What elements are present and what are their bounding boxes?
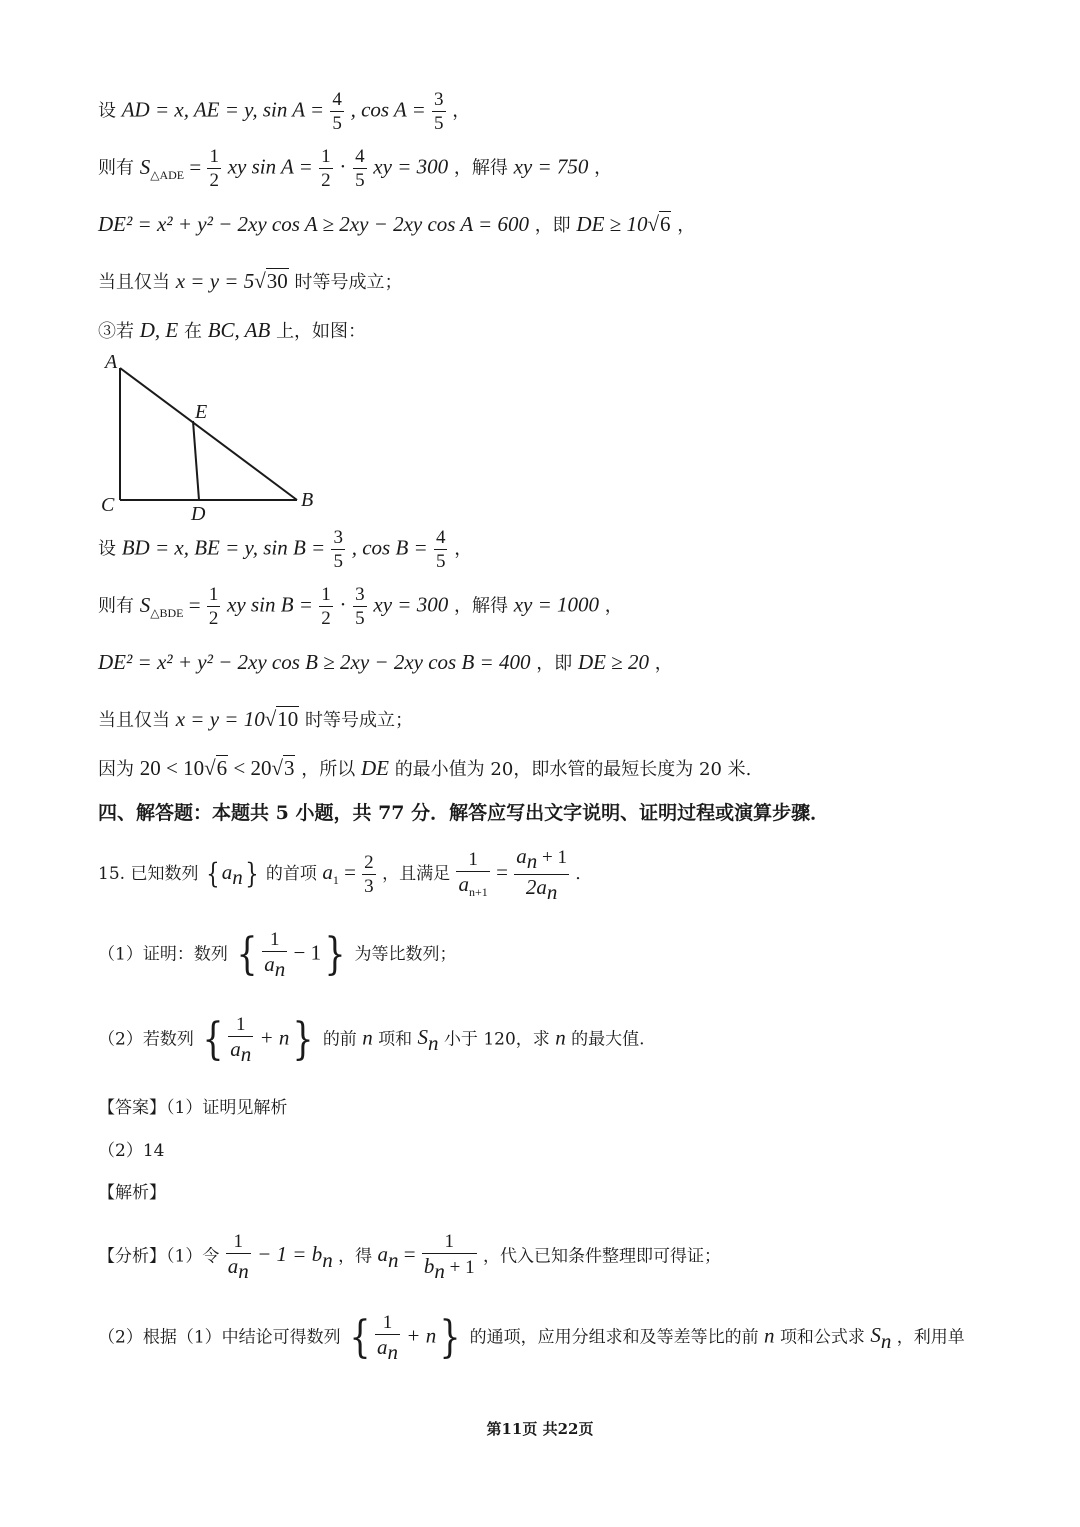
math-expr: AD = x, AE = y, sin A = [121,97,330,122]
radicand: 10 [277,707,299,731]
math [764,1323,775,1347]
math [221,859,243,889]
denominator [375,1335,400,1363]
math [401,1323,436,1347]
text: 为等比数列； [354,944,457,965]
math-expr: 20 < 10 [139,756,205,780]
text: 15. 已知数列 [98,863,199,884]
math: $S_{\triangle ADE}$ = [139,154,207,182]
radicand: 3 [283,756,295,780]
subscript: n+1 [468,885,488,900]
text: 的前 [322,1029,357,1050]
text: ． [575,863,593,884]
numerator: 2 [364,851,374,873]
label-c: C [101,494,115,516]
fraction [331,528,345,571]
fenxi-line [98,1232,721,1282]
line-5 [98,320,366,341]
radicand: 6 [216,756,228,780]
math [578,650,649,674]
math: 20 < 10√6 < 20√3 [139,756,295,780]
text: 则有 [98,595,134,617]
math-expr: a [227,1254,239,1278]
subscript: n [240,1041,252,1066]
math [122,98,330,122]
denominator [456,872,489,898]
denominator: 5 [355,608,365,629]
text: （2）根据（1）中结论可得数列 [98,1327,341,1348]
math [98,212,529,236]
text: 设 [98,538,116,560]
text: ， [454,538,473,560]
math [555,1025,566,1049]
math-expr: xy = 300 [373,592,449,617]
line-1 [98,90,470,133]
math-expr: n [362,1025,373,1050]
fraction [353,585,367,628]
fraction [226,1232,251,1282]
denominator: 5 [435,551,446,572]
math-expr: n [764,1323,775,1348]
right-brace-icon: } [439,1311,461,1363]
subscript: n [274,956,286,981]
text: 的最大值. [571,1029,645,1050]
fraction [319,585,333,628]
text: 时等号成立； [304,710,413,731]
answer-part2: （2）14 [98,1141,165,1161]
math-expr: BC, AB [207,318,271,342]
q15-part1 [98,930,456,980]
text: 在 [183,321,202,342]
subscript: n [526,848,538,873]
math [514,155,589,179]
math-expr: xy sin B = [227,592,319,617]
denominator: 2 [321,170,331,191]
math-expr: , cos B = [351,535,433,560]
numerator: 1 [321,584,331,605]
denominator: 5 [355,170,365,191]
denominator: 5 [434,113,444,134]
math-expr: xy = 300 [373,154,449,179]
numerator: 4 [332,89,342,110]
math [417,1025,439,1055]
numerator [514,846,569,875]
text: 项和 [378,1029,413,1050]
line-2 [98,147,612,190]
numerator: 3 [434,89,444,110]
text: ，即 [534,215,571,236]
math: · [339,592,347,617]
left-brace-icon: { [349,1311,371,1363]
fraction [207,147,221,190]
text: ，即 [536,653,573,674]
math-expr: a [458,872,469,897]
text: ，所以 [301,759,356,780]
page-footer: 第11页 共22页 [486,1420,594,1438]
math-expr: a [377,1335,388,1359]
left-brace-icon: { [236,928,258,980]
text: ，且满足 [382,863,451,884]
text: ， [594,157,613,179]
q15-part2 [98,1015,645,1065]
numerator: 1 [422,1232,477,1254]
fraction [422,1232,477,1282]
math-expr: a [221,859,233,884]
text: ，解得 [453,157,508,179]
math-expr: x = y = 5 [175,269,255,293]
math: − 1 [288,940,322,965]
subscript: 1 [332,872,339,887]
fraction [207,585,221,628]
text: ，得 [338,1246,373,1267]
radicand: 6 [659,212,671,236]
math-expr: D, E [139,318,179,342]
line-4 [98,271,402,292]
text: ，代入已知条件整理即可得证； [483,1246,722,1267]
denominator [262,952,287,980]
math-expr: a [264,952,275,976]
line-6 [98,528,472,571]
text: ， [452,100,471,122]
subscript: n [232,864,243,889]
math [228,155,318,179]
side-ab [120,368,297,500]
math: DE ≥ 10√6 [576,212,671,236]
fraction [319,147,333,190]
right-brace-icon: } [244,857,259,891]
math-expr: DE ≥ 10 [576,212,648,236]
denominator: 2 [208,608,219,629]
numerator: 3 [333,527,343,548]
math: $S_{\triangle BDE}$ = [139,592,206,620]
text: 因为 [98,759,134,780]
math-expr: + n [254,1025,290,1050]
text: 上，如图： [276,321,367,342]
fraction [375,1313,400,1363]
math-expr: xy sin A = [227,154,319,179]
fraction [262,930,287,980]
line-7 [98,585,623,628]
text: ， [654,653,673,674]
fraction [456,850,489,898]
numerator: 1 [375,1313,400,1335]
fraction [228,1015,253,1065]
denominator [514,875,569,903]
numerator: 4 [435,527,446,548]
math [122,536,331,560]
fraction [330,90,344,133]
analysis-part2 [98,1313,965,1363]
math [373,593,448,617]
math-expr: DE² = x² + y² − 2xy cos B ≥ 2xy − 2xy cos B = 400 [98,650,531,674]
line-8 [98,652,673,673]
fraction [432,90,446,133]
text: 的通项，应用分组求和及等差等比的前 [469,1327,759,1348]
math-expr: xy = 1000 [513,592,599,617]
math-expr: S [870,1323,881,1348]
text: 当且仅当 [98,272,170,293]
math [514,593,599,617]
denominator [228,1037,253,1065]
label-a: A [105,351,118,373]
math-expr: S [417,1025,429,1050]
text: ，解得 [453,595,508,617]
numerator: 1 [321,146,331,167]
subscript: n [322,1247,333,1272]
math-expr: = [398,1242,421,1267]
subscript: △ADE [150,167,185,182]
text: 小于 120，求 [443,1029,550,1050]
math-expr: + 1 [537,847,567,868]
math [373,155,448,179]
text: 时等号成立； [294,272,403,293]
math-expr: + 1 [444,1257,475,1278]
subscript: △BDE [150,605,184,620]
math: x = y = 10√10 [175,707,299,731]
numerator: 1 [209,146,219,167]
math-expr: xy = 750 [513,154,589,179]
math-expr: a [322,859,333,884]
line-3 [98,214,695,235]
section-heading: 四、解答题：本题共 5 小题，共 77 分．解答应写出文字说明、证明过程或演算步骤． [98,802,830,824]
math-expr: 2a [525,874,547,899]
segment-de [193,421,199,500]
math [351,98,431,122]
right-brace-icon: } [324,928,346,980]
answer-label: 【答案】（1）证明见解析 [98,1098,288,1118]
right-brace-icon: } [292,1013,314,1065]
subscript: n [388,1247,399,1272]
numerator: 1 [226,1232,251,1254]
math-expr: < 20 [228,756,272,780]
text: ，利用单 [896,1327,965,1348]
numerator: 4 [355,146,365,167]
math [208,318,271,342]
radicand: 30 [266,269,288,293]
math-expr: DE ≥ 20 [577,650,649,674]
math-expr: n [555,1025,566,1050]
numerator: 1 [208,584,219,605]
fraction [434,528,448,571]
math: · [339,154,347,179]
math [227,593,318,617]
math [361,756,389,780]
math [352,536,433,560]
math [98,650,530,674]
math: $a_1$ = [322,859,362,887]
label-b: B [301,489,314,511]
fraction [514,846,569,903]
text: （2）若数列 [98,1029,194,1050]
triangle-figure [95,348,335,523]
subscript: n [387,1339,399,1364]
denominator: 3 [364,875,374,897]
math-expr: x = y = 10 [175,707,265,731]
math-expr: BD = x, BE = y, sin B = [121,535,331,560]
math: x = y = 5√30 [175,269,288,293]
line-9 [98,709,413,730]
math-expr: a [230,1037,241,1061]
math-expr: DE [360,756,389,780]
math-expr: + n [401,1323,437,1348]
subscript: n [880,1328,892,1353]
label-d: D [191,503,206,523]
math-expr: − 1 = b [257,1242,323,1267]
math [362,1025,373,1049]
math [140,318,179,342]
subscript: n [546,879,558,904]
subscript: n [428,1030,439,1055]
text: 的首项 [265,863,317,884]
subscript: n [434,1258,445,1283]
math-expr: a [516,844,527,868]
fraction [353,147,367,190]
denominator: $b_n + 1$ [423,1254,475,1283]
text: （1）证明：数列 [98,944,228,965]
math [870,1323,892,1353]
numerator: 1 [228,1015,253,1037]
text: 的最小值为 20，即水管的最短长度为 20 米. [394,759,752,780]
math-expr: DE² = x² + y² − 2xy cos A ≥ 2xy − 2xy cos A = 600 [98,212,529,236]
line-10 [98,758,751,779]
numerator: 3 [355,584,365,605]
text: ③若 [98,321,134,342]
denominator: 5 [332,113,342,134]
math-expr: a [377,1242,389,1267]
math: = [496,859,514,884]
denominator: 5 [333,551,343,572]
denominator [226,1254,251,1282]
math [377,1242,421,1272]
left-brace-icon: { [202,1013,224,1065]
text: 当且仅当 [98,710,170,731]
text: 【分析】（1）令 [98,1246,220,1267]
text: 则有 [98,157,134,179]
numerator: 1 [456,850,489,872]
analysis-label: 【解析】 [98,1183,166,1203]
text: 设 [98,100,116,122]
subscript: n [238,1258,249,1283]
fraction [362,853,376,896]
denominator: 2 [321,608,331,629]
q15-statement [98,846,592,903]
math [257,1242,333,1272]
label-e: E [195,401,208,423]
text: ， [604,595,623,617]
numerator: 1 [262,930,287,952]
text: ， [677,215,696,236]
text: 项和公式求 [779,1327,865,1348]
math-expr: , cos A = [350,97,432,122]
denominator: 2 [209,170,219,191]
math [254,1025,289,1049]
left-brace-icon: { [206,857,220,891]
